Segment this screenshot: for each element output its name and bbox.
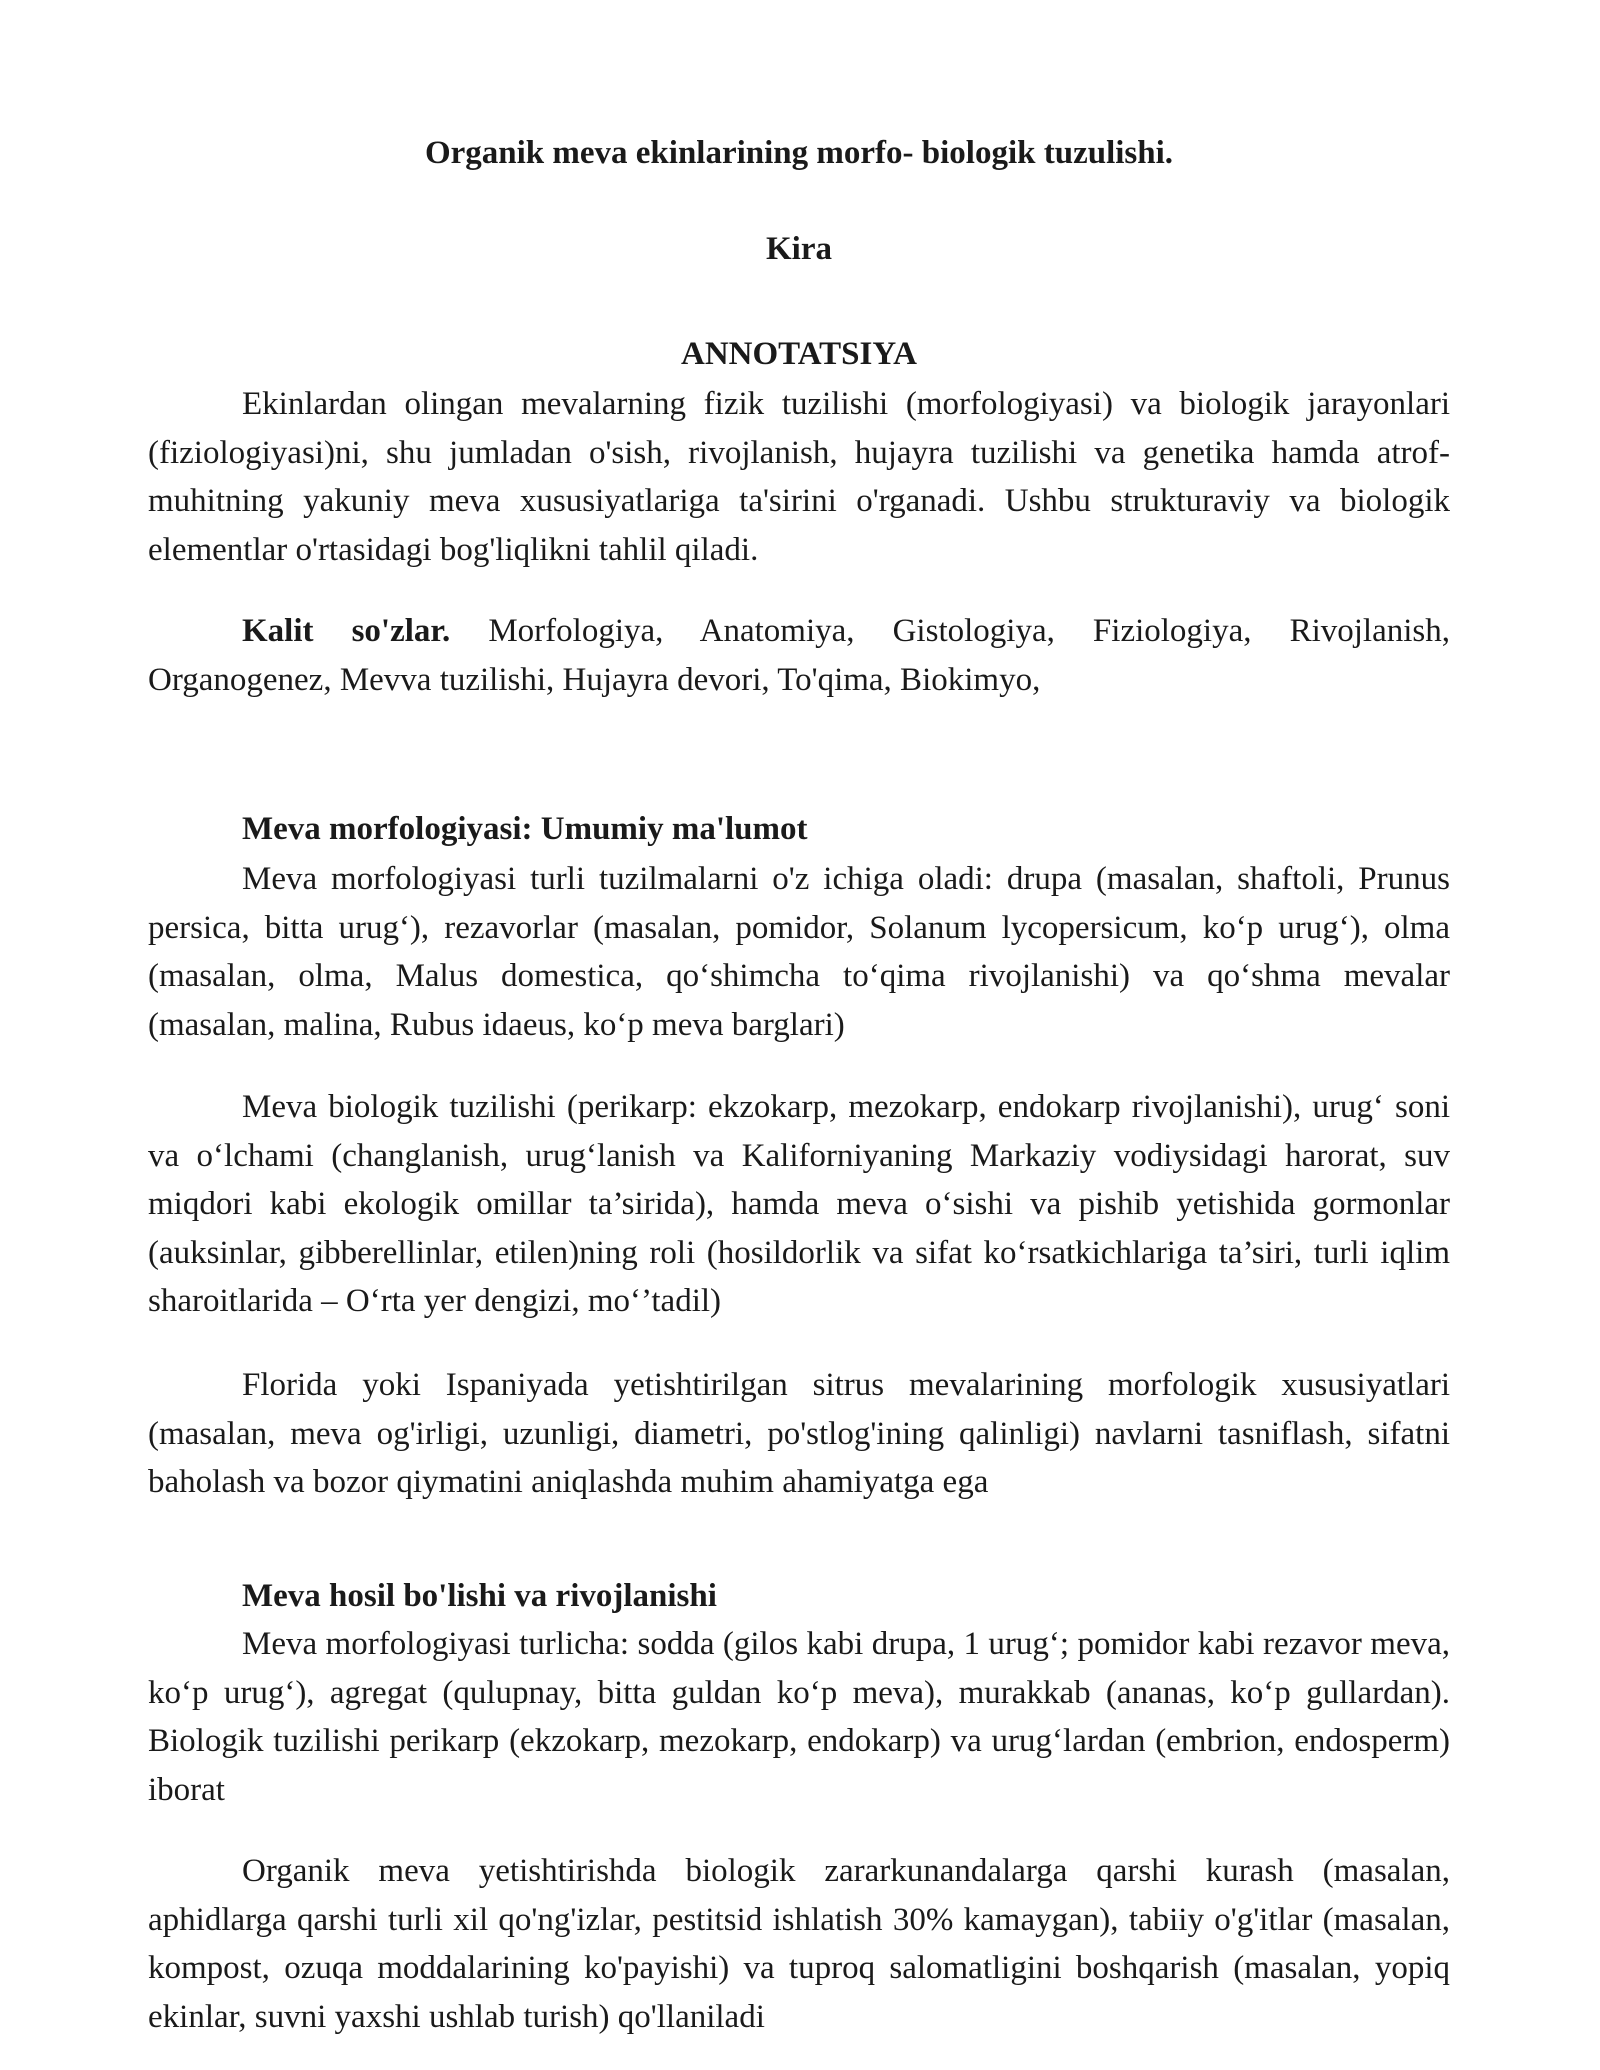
document-subtitle: Kira [766,231,832,267]
annotation-heading: ANNOTATSIYA [681,336,917,372]
section-paragraph: Meva morfologiyasi turli tuzilmalarni o'z ichiga oladi: drupa (masalan, shaftoli, Prunus persica, bitta urug‘), rezavorlar (masalan, pomidor, Solanum lycopersicum, ko‘p urug‘), olma (masalan, olma, Malus domestica, qo‘shimcha to‘qima rivojlanishi) va qo‘shma mevalar (masalan, malina, Rubus idaeus, ko‘p meva barglari) [148,861,1450,1043]
section-paragraph: Florida yoki Ispaniyada yetishtirilgan sitrus mevalarining morfologik xususiyatlari (masalan, meva og'irligi, uzunligi, diametri, po'stlog'ining qalinligi) navlarni tasniflash, sifatni baholash va bozor qiymatini aniqlashda muhim ahamiyatga ega [148,1367,1450,1500]
keywords-paragraph [148,607,1450,704]
section-paragraph: Meva biologik tuzilishi (perikarp: ekzokarp, mezokarp, endokarp rivojlanishi), urug‘ soni va o‘lchami (changlanish, urug‘lanish va Kaliforniyaning Markaziy vodiysidagi harorat, suv miqdori kabi ekologik omillar ta’sirida), hamda meva o‘sishi va pishib yetishida gormonlar (auksinlar, gibberellinlar, etilen)ning roli (hosildorlik va sifat ko‘rsatkichlariga ta’siri, turli iqlim sharoitlarida – O‘rta yer dengizi, mo‘’tadil) [148,1089,1450,1319]
section-paragraph: Organik meva yetishtirishda biologik zararkunandalarga qarshi kurash (masalan, aphidlarga qarshi turli xil qo'ng'izlar, pestitsid ishlatish 30% kamaygan), tabiiy o'g'itlar (masalan, kompost, ozuqa moddalarining ko'payishi) va tuproq salomatligini boshqarish (masalan, yopiq ekinlar, suvni yaxshi ushlab turish) qo'llaniladi [148,1853,1450,2035]
annotation-paragraph: Ekinlardan olingan mevalarning fizik tuzilishi (morfologiyasi) va biologik jarayonlari (fiziologiyasi)ni, shu jumladan o'sish, rivojlanish, hujayra tuzilishi va genetika hamda atrof-muhitning yakuniy meva xususiyatlariga ta'sirini o'rganadi. Ushbu strukturaviy va biologik elementlar o'rtasidagi bog'liqlikni tahlil qiladi. [148,386,1450,568]
section-heading: Meva morfologiyasi: Umumiy ma'lumot [242,811,808,847]
section-heading: Meva hosil bo'lishi va rivojlanishi [242,1578,717,1614]
section-paragraph: Meva morfologiyasi turlicha: sodda (gilos kabi drupa, 1 urug‘; pomidor kabi rezavor meva, ko‘p urug‘), agregat (qulupnay, bitta guldan ko‘p meva), murakkab (ananas, ko‘p gullardan). Biologik tuzilishi perikarp (ekzokarp, mezokarp, endokarp) va urug‘lardan (embrion, endosperm) iborat [148,1626,1450,1808]
document-title: Organik meva ekinlarining morfo- biologik tuzulishi. [424,135,1174,171]
keywords-label: Kalit so'zlar. [242,613,451,649]
keywords-list: Morfologiya, Anatomiya, Gistologiya, Fiziologiya, Rivojlanish, Organogenez, Mevva tuzilishi, Hujayra devori, To'qima, Biokimyo, [148,613,1450,698]
